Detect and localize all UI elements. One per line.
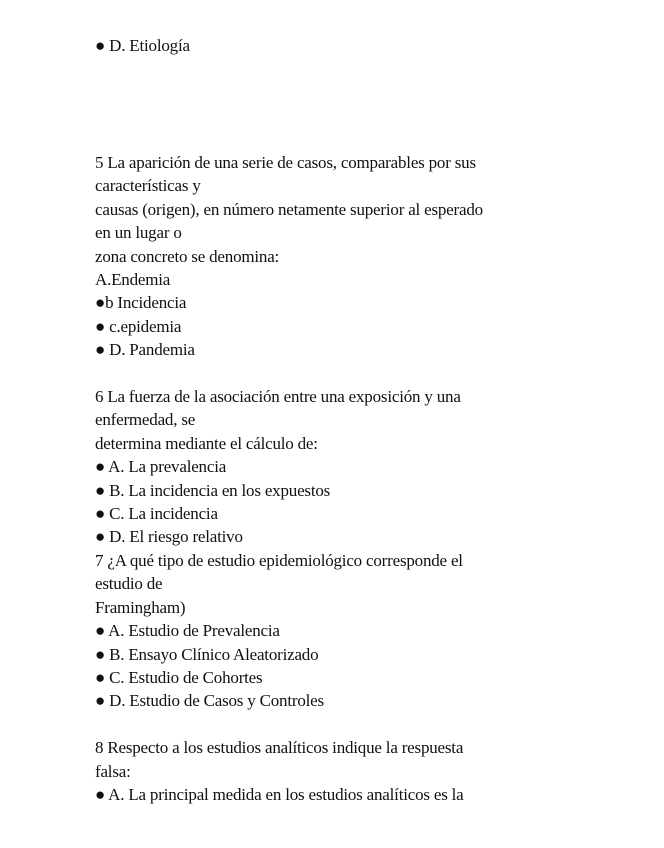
q7-option-b: ● B. Ensayo Clínico Aleatorizado xyxy=(95,645,319,664)
q7-option-c: ● C. Estudio de Cohortes xyxy=(95,668,263,687)
question-7-line-3: Framingham) xyxy=(95,598,186,617)
q7-option-a: ● A. Estudio de Prevalencia xyxy=(95,621,280,640)
question-8-line-2: falsa: xyxy=(95,762,131,781)
question-5-line-2: características y xyxy=(95,176,201,195)
question-5-line-5: zona concreto se denomina: xyxy=(95,247,280,266)
q5-option-d: ● D. Pandemia xyxy=(95,340,195,359)
q5-option-c: ● c.epidemia xyxy=(95,317,182,336)
question-7-line-1: 7 ¿A qué tipo de estudio epidemiológico corresponde el xyxy=(95,551,463,570)
q8-option-a: ● A. La principal medida en los estudios analíticos es la xyxy=(95,785,464,804)
q6-option-b: ● B. La incidencia en los expuestos xyxy=(95,481,331,500)
question-5-line-3: causas (origen), en número netamente superior al esperado xyxy=(95,200,483,219)
q7-option-d: ● D. Estudio de Casos y Controles xyxy=(95,691,324,710)
question-6-line-2: enfermedad, se xyxy=(95,410,196,429)
question-6-line-3: determina mediante el cálculo de: xyxy=(95,434,318,453)
q6-option-c: ● C. La incidencia xyxy=(95,504,218,523)
option-d-etiologia: ● D. Etiología xyxy=(95,36,190,55)
q5-option-b: ●b Incidencia xyxy=(95,293,187,312)
q6-option-a: ● A. La prevalencia xyxy=(95,457,227,476)
question-8-line-1: 8 Respecto a los estudios analíticos indique la respuesta xyxy=(95,738,464,757)
question-6-line-1: 6 La fuerza de la asociación entre una exposición y una xyxy=(95,387,461,406)
question-5-line-4: en un lugar o xyxy=(95,223,182,242)
q6-option-d: ● D. El riesgo relativo xyxy=(95,527,243,546)
q5-option-a: A.Endemia xyxy=(95,270,171,289)
question-7-line-2: estudio de xyxy=(95,574,163,593)
question-5-line-1: 5 La aparición de una serie de casos, comparables por sus xyxy=(95,153,476,172)
